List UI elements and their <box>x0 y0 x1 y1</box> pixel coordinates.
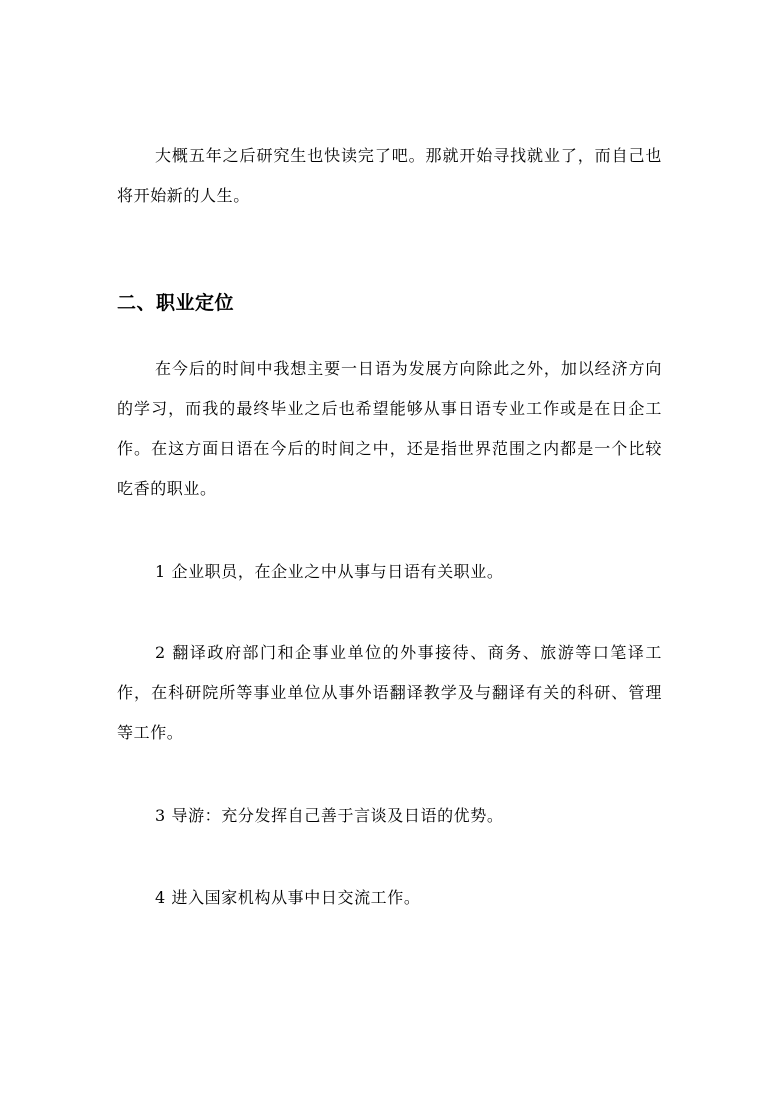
list-item-company-employee: 1 企业职员，在企业之中从事与日语有关职业。 <box>155 562 504 581</box>
list-item-tour-guide: 3 导游：充分发挥自己善于言谈及日语的优势。 <box>155 806 504 825</box>
section-heading-career-positioning: 二、职业定位 <box>117 292 235 314</box>
list-item-state-agency: 4 进入国家机构从事中日交流工作。 <box>155 888 421 907</box>
list-item-translation: 2 翻译政府部门和企事业单位的外事接待、商务、旅游等口笔译工作，在科研院所等事业单位从事外语翻译教学及与翻译有关的科研、管理等工作。 <box>117 643 662 742</box>
paragraph-career-direction: 在今后的时间中我想主要一日语为发展方向除此之外，加以经济方向的学习，而我的最终毕业之后也希望能够从事日语专业工作或是在日企工作。在这方面日语在今后的时间之中，还是指世界范围之内都是一个比较吃香的职业。 <box>117 359 662 498</box>
paragraph-graduation: 大概五年之后研究生也快读完了吧。那就开始寻找就业了，而自己也将开始新的人生。 <box>117 146 662 205</box>
